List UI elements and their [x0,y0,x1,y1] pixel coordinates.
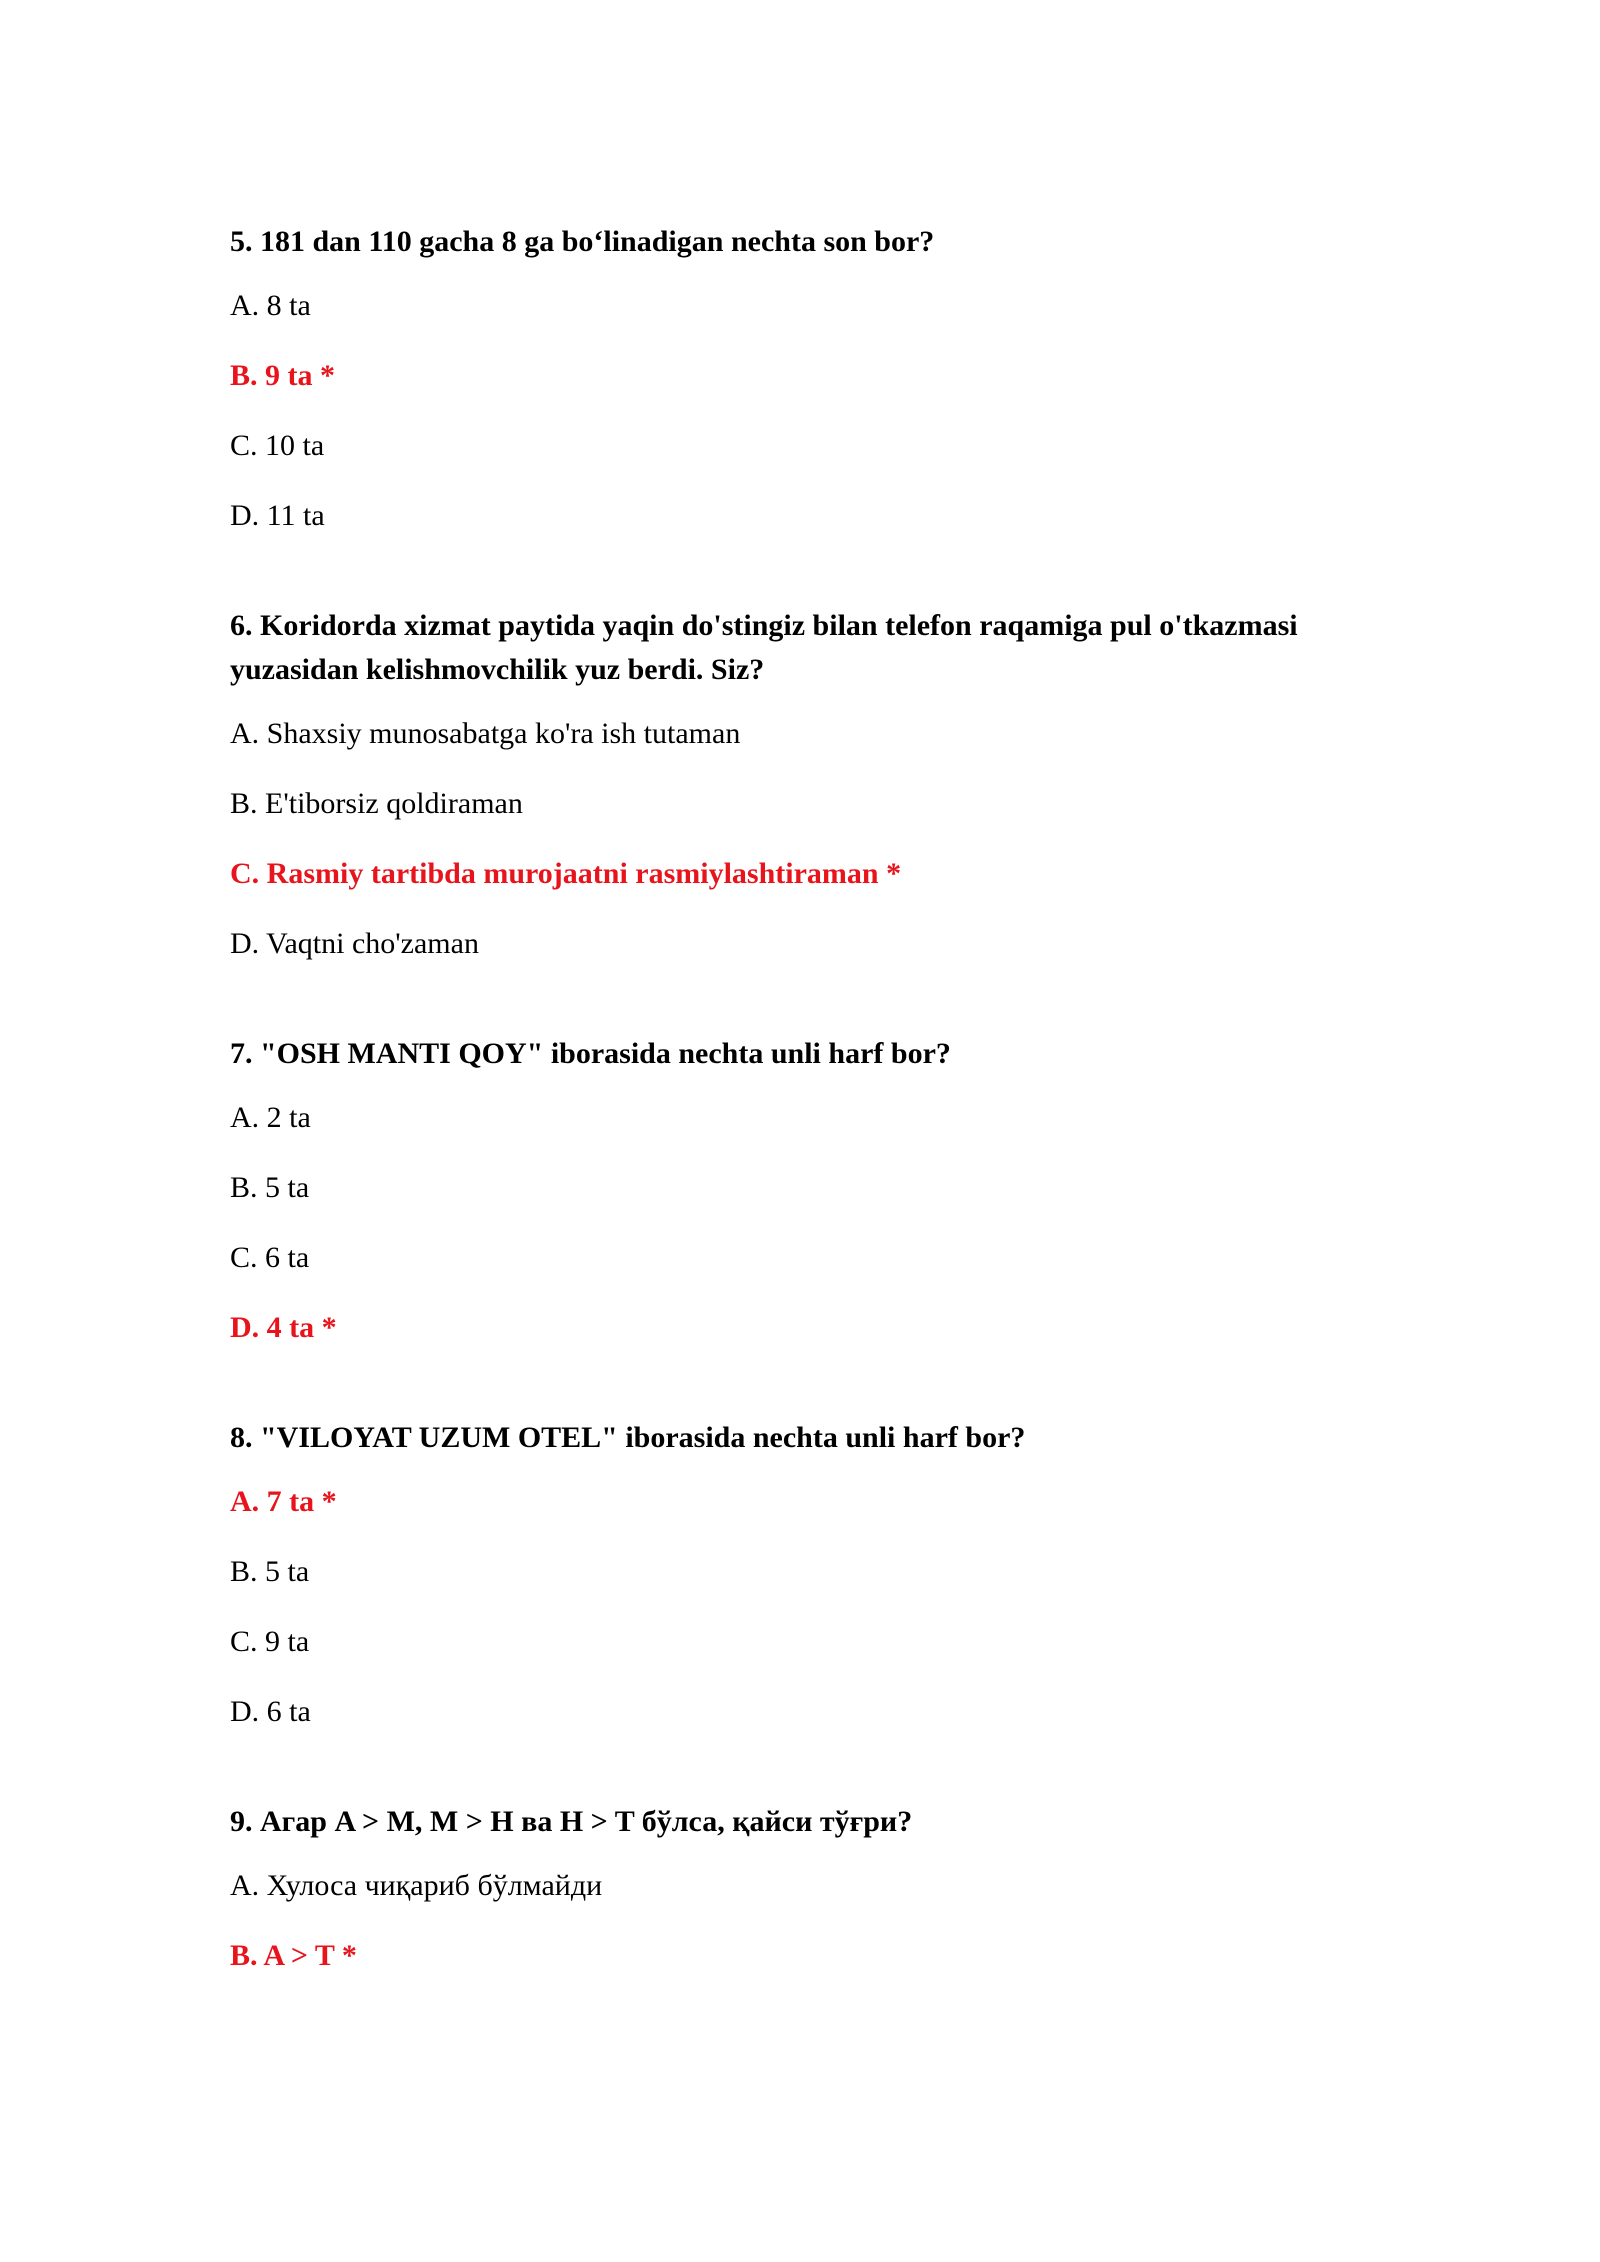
option-a: A. 2 ta [230,1101,311,1134]
question-7 [230,1032,1410,1346]
question-6 [230,604,1410,962]
question-8 [230,1416,1410,1730]
option-d: D. 6 ta [230,1695,311,1728]
question-5 [230,220,1410,534]
option-d: D. 11 ta [230,499,325,532]
option-c: C. 6 ta [230,1241,310,1274]
option-a: A. 8 ta [230,289,311,322]
question-title: 5. 181 dan 110 gacha 8 ga bo‘linadigan nechta son bor? [230,225,935,258]
option-d: D. Vaqtni cho'zaman [230,927,479,960]
option-d-correct: D. 4 ta * [230,1311,337,1344]
option-a: A. Shaxsiy munosabatga ko'ra ish tutaman [230,717,741,750]
option-a-correct: A. 7 ta * [230,1485,337,1518]
question-title: 7. "OSH MANTI QOY" iborasida nechta unli harf bor? [230,1037,951,1070]
question-title: 9. Агар A > M, M > H ва H > T бўлса, қайси тўғри? [230,1805,913,1838]
option-b: B. 5 ta [230,1171,310,1204]
question-9 [230,1800,1410,1974]
document-page [230,220,1410,2044]
option-c-correct: C. Rasmiy tartibda murojaatni rasmiylashtiraman * [230,857,902,890]
option-b: B. 5 ta [230,1555,310,1588]
option-b: B. E'tiborsiz qoldiraman [230,787,523,820]
option-b-correct: B. 9 ta * [230,359,335,392]
question-title: 8. "VILOYAT UZUM OTEL" iborasida nechta unli harf bor? [230,1421,1026,1454]
option-c: C. 9 ta [230,1625,310,1658]
option-b-correct: B. A > T * [230,1939,357,1972]
option-a: A. Хулоса чиқариб бўлмайди [230,1869,603,1902]
option-c: C. 10 ta [230,429,325,462]
question-title: 6. Koridorda xizmat paytida yaqin do'stingiz bilan telefon raqamiga pul o'tkazmasi yuzasidan kelishmovchilik yuz berdi. Siz? [230,609,1298,686]
